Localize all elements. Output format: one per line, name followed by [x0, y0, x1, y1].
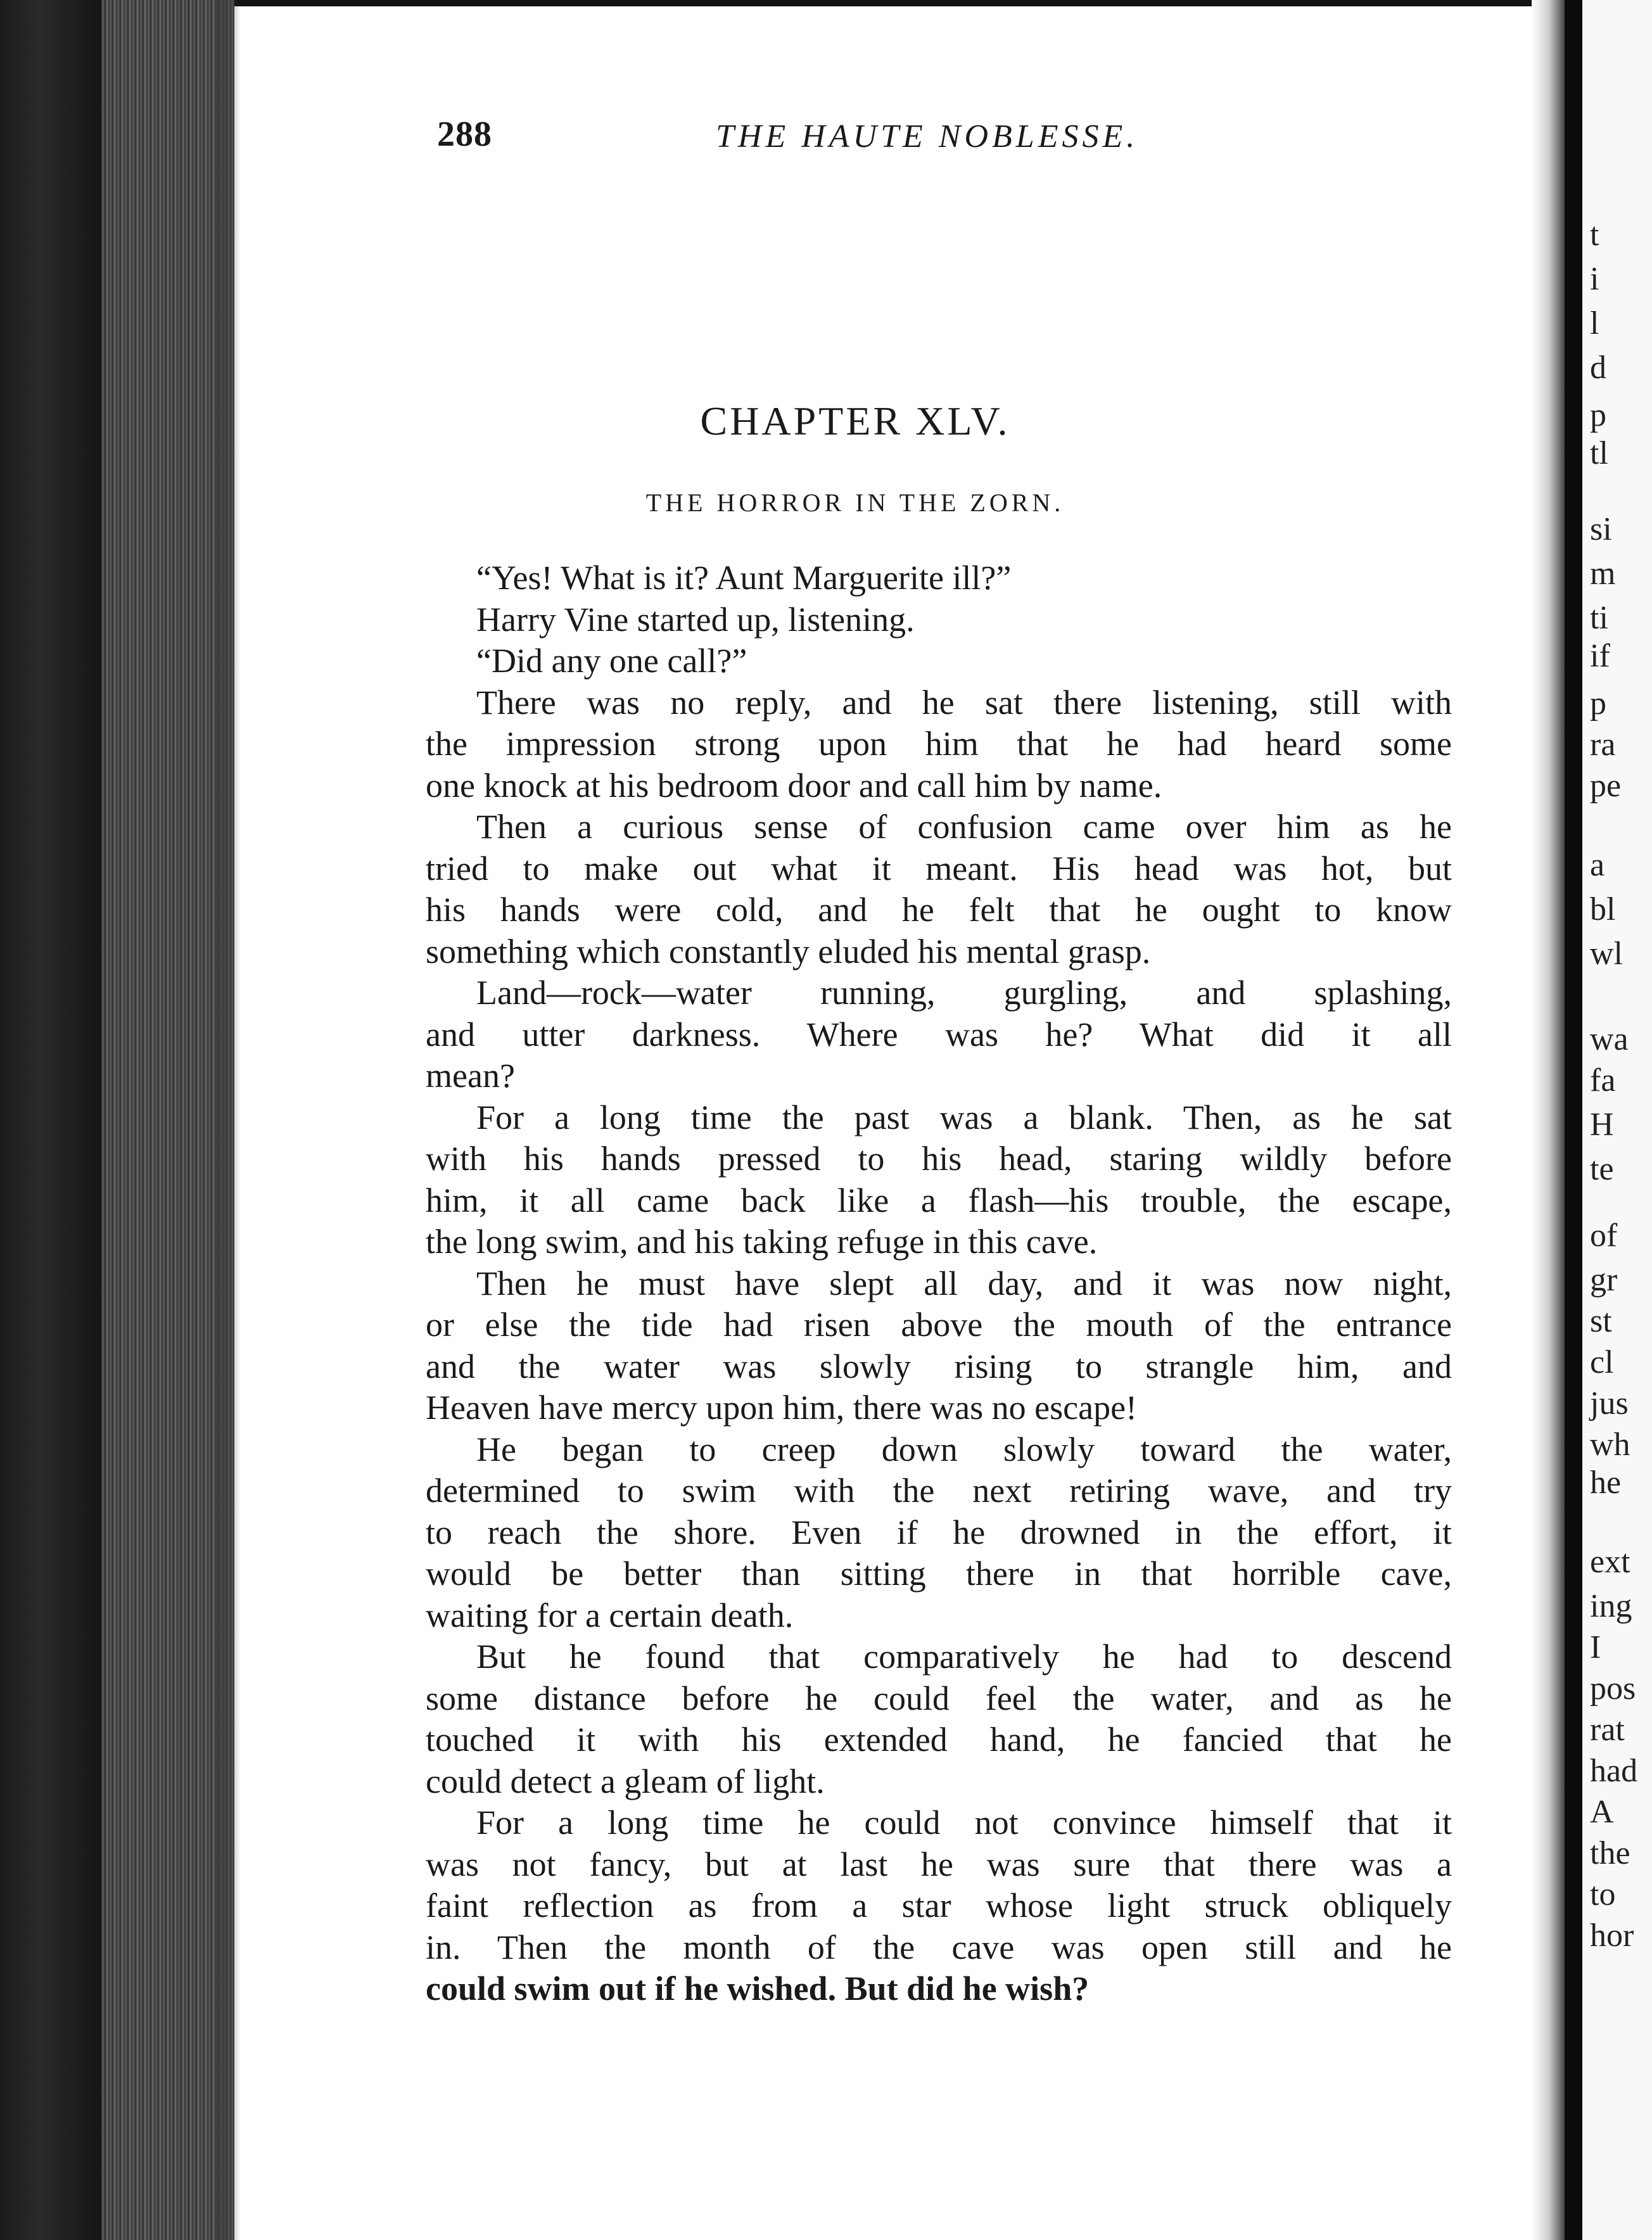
facing-page	[1582, 0, 1652, 2240]
facing-page-fragment: d	[1590, 350, 1606, 386]
facing-page-fragment: pe	[1590, 768, 1622, 804]
text-line: to reach the shore. Even if he drowned in the effort, it	[426, 1513, 1452, 1551]
text-line: Harry Vine started up, listening.	[476, 600, 915, 639]
text-line: in. Then the month of the cave was open still and he	[426, 1928, 1452, 1966]
page-header	[437, 114, 1185, 165]
facing-page-fragment: t	[1590, 217, 1599, 253]
text-line: some distance before he could feel the water, and as he	[426, 1679, 1452, 1717]
text-line: with his hands pressed to his head, staring wildly before	[426, 1140, 1452, 1178]
facing-page-fragment: jus	[1590, 1385, 1629, 1422]
text-line: would be better than sitting there in that horrible cave,	[426, 1555, 1452, 1593]
text-line: mean?	[426, 1057, 515, 1095]
facing-page-fragment: if	[1590, 638, 1610, 674]
text-line: Land—rock—water running, gurgling, and splashing,	[476, 974, 1452, 1012]
text-line: the impression strong upon him that he had heard some	[426, 725, 1452, 763]
text-line: He began to creep down slowly toward the water,	[476, 1430, 1452, 1468]
text-line: something which constantly eluded his mental grasp.	[426, 932, 1151, 970]
facing-page-fragment: ra	[1590, 727, 1616, 763]
facing-page-fragment: tl	[1590, 435, 1608, 471]
text-line: tried to make out what it meant. His head was hot, but	[426, 849, 1452, 888]
text-line: There was no reply, and he sat there listening, still with	[476, 683, 1452, 722]
facing-page-fragment: hor	[1590, 1918, 1634, 1954]
text-line: But he found that comparatively he had to descend	[476, 1638, 1452, 1676]
facing-page-fragment: H	[1590, 1107, 1614, 1143]
running-head: THE HAUTE NOBLESSE.	[716, 118, 1139, 155]
facing-page-fragment: p	[1590, 397, 1606, 433]
page-edge-shadow	[215, 0, 241, 2240]
facing-page-fragment: wl	[1590, 936, 1623, 972]
facing-page-fragment: l	[1590, 305, 1599, 341]
text-line: touched it with his extended hand, he fancied that he	[426, 1721, 1452, 1759]
facing-page-fragment: he	[1590, 1465, 1622, 1501]
text-line: faint reflection as from a star whose light struck obliquely	[426, 1887, 1452, 1925]
facing-page-fragment: the	[1590, 1835, 1630, 1871]
text-line: determined to swim with the next retiring wave, and try	[426, 1472, 1452, 1510]
facing-page-fragment: A	[1590, 1794, 1614, 1830]
facing-page-fragment: wa	[1590, 1021, 1629, 1057]
text-line: his hands were cold, and he felt that he ought to know	[426, 891, 1452, 929]
body-text	[426, 557, 1452, 2010]
text-line: could swim out if he wished. But did he wish?	[426, 1970, 1090, 2008]
facing-page-fragment: rat	[1590, 1712, 1625, 1748]
facing-page-fragment: to	[1590, 1876, 1616, 1912]
text-line: and the water was slowly rising to strangle him, and	[426, 1347, 1452, 1385]
facing-page-fragment: a	[1590, 847, 1605, 883]
facing-page-fragment: fa	[1590, 1062, 1616, 1098]
facing-page-fragment: ing	[1590, 1588, 1632, 1624]
text-line: Then a curious sense of confusion came over him as he	[476, 808, 1452, 846]
text-line: and utter darkness. Where was he? What did it all	[426, 1015, 1452, 1053]
chapter-title: CHAPTER XLV.	[700, 398, 1010, 443]
facing-page-fragment: i	[1590, 261, 1599, 297]
page-gutter	[1532, 0, 1570, 2240]
book-spine	[0, 0, 101, 2240]
text-line: Heaven have mercy upon him, there was no escape!	[426, 1389, 1138, 1427]
text-line: was not fancy, but at last he was sure that there was a	[426, 1845, 1452, 1883]
facing-page-fragment: st	[1590, 1303, 1612, 1339]
text-line: or else the tide had risen above the mouth of the entrance	[426, 1306, 1452, 1344]
text-line: For a long time the past was a blank. Then, as he sat	[476, 1098, 1452, 1136]
facing-page-fragment: had	[1590, 1753, 1638, 1789]
text-line: “Yes! What is it? Aunt Marguerite ill?”	[476, 559, 1012, 597]
facing-page-fragment: bl	[1590, 891, 1616, 927]
facing-page-fragment: ti	[1590, 600, 1608, 636]
scan-top-edge	[0, 0, 1652, 6]
text-line: the long swim, and his taking refuge in this cave.	[426, 1223, 1098, 1261]
text-line: Then he must have slept all day, and it was now night,	[476, 1264, 1452, 1302]
facing-page-fragment: ext	[1590, 1544, 1630, 1580]
facing-page-fragment: of	[1590, 1218, 1618, 1254]
text-line: him, it all came back like a flash—his trouble, the escape,	[426, 1181, 1452, 1219]
facing-page-fragment: pos	[1590, 1670, 1636, 1707]
facing-page-fragment: I	[1590, 1629, 1601, 1665]
gutter-shadow	[1565, 0, 1582, 2240]
facing-page-fragment: wh	[1590, 1427, 1630, 1463]
facing-page-fragment: m	[1590, 556, 1616, 592]
page-edges	[101, 0, 234, 2240]
text-line: waiting for a certain death.	[426, 1596, 794, 1634]
page-number: 288	[437, 115, 492, 154]
text-line: one knock at his bedroom door and call him by name.	[426, 766, 1162, 805]
facing-page-fragment: p	[1590, 685, 1606, 722]
facing-page-fragment: te	[1590, 1151, 1614, 1187]
facing-page-fragment: si	[1590, 511, 1612, 547]
text-line: could detect a gleam of light.	[426, 1762, 825, 1800]
text-line: “Did any one call?”	[476, 642, 747, 680]
chapter-subtitle: THE HORROR IN THE ZORN.	[645, 488, 1065, 517]
text-line: For a long time he could not convince himself that it	[476, 1804, 1452, 1842]
facing-page-fragment: cl	[1590, 1344, 1614, 1380]
facing-page-fragment: gr	[1590, 1262, 1618, 1298]
